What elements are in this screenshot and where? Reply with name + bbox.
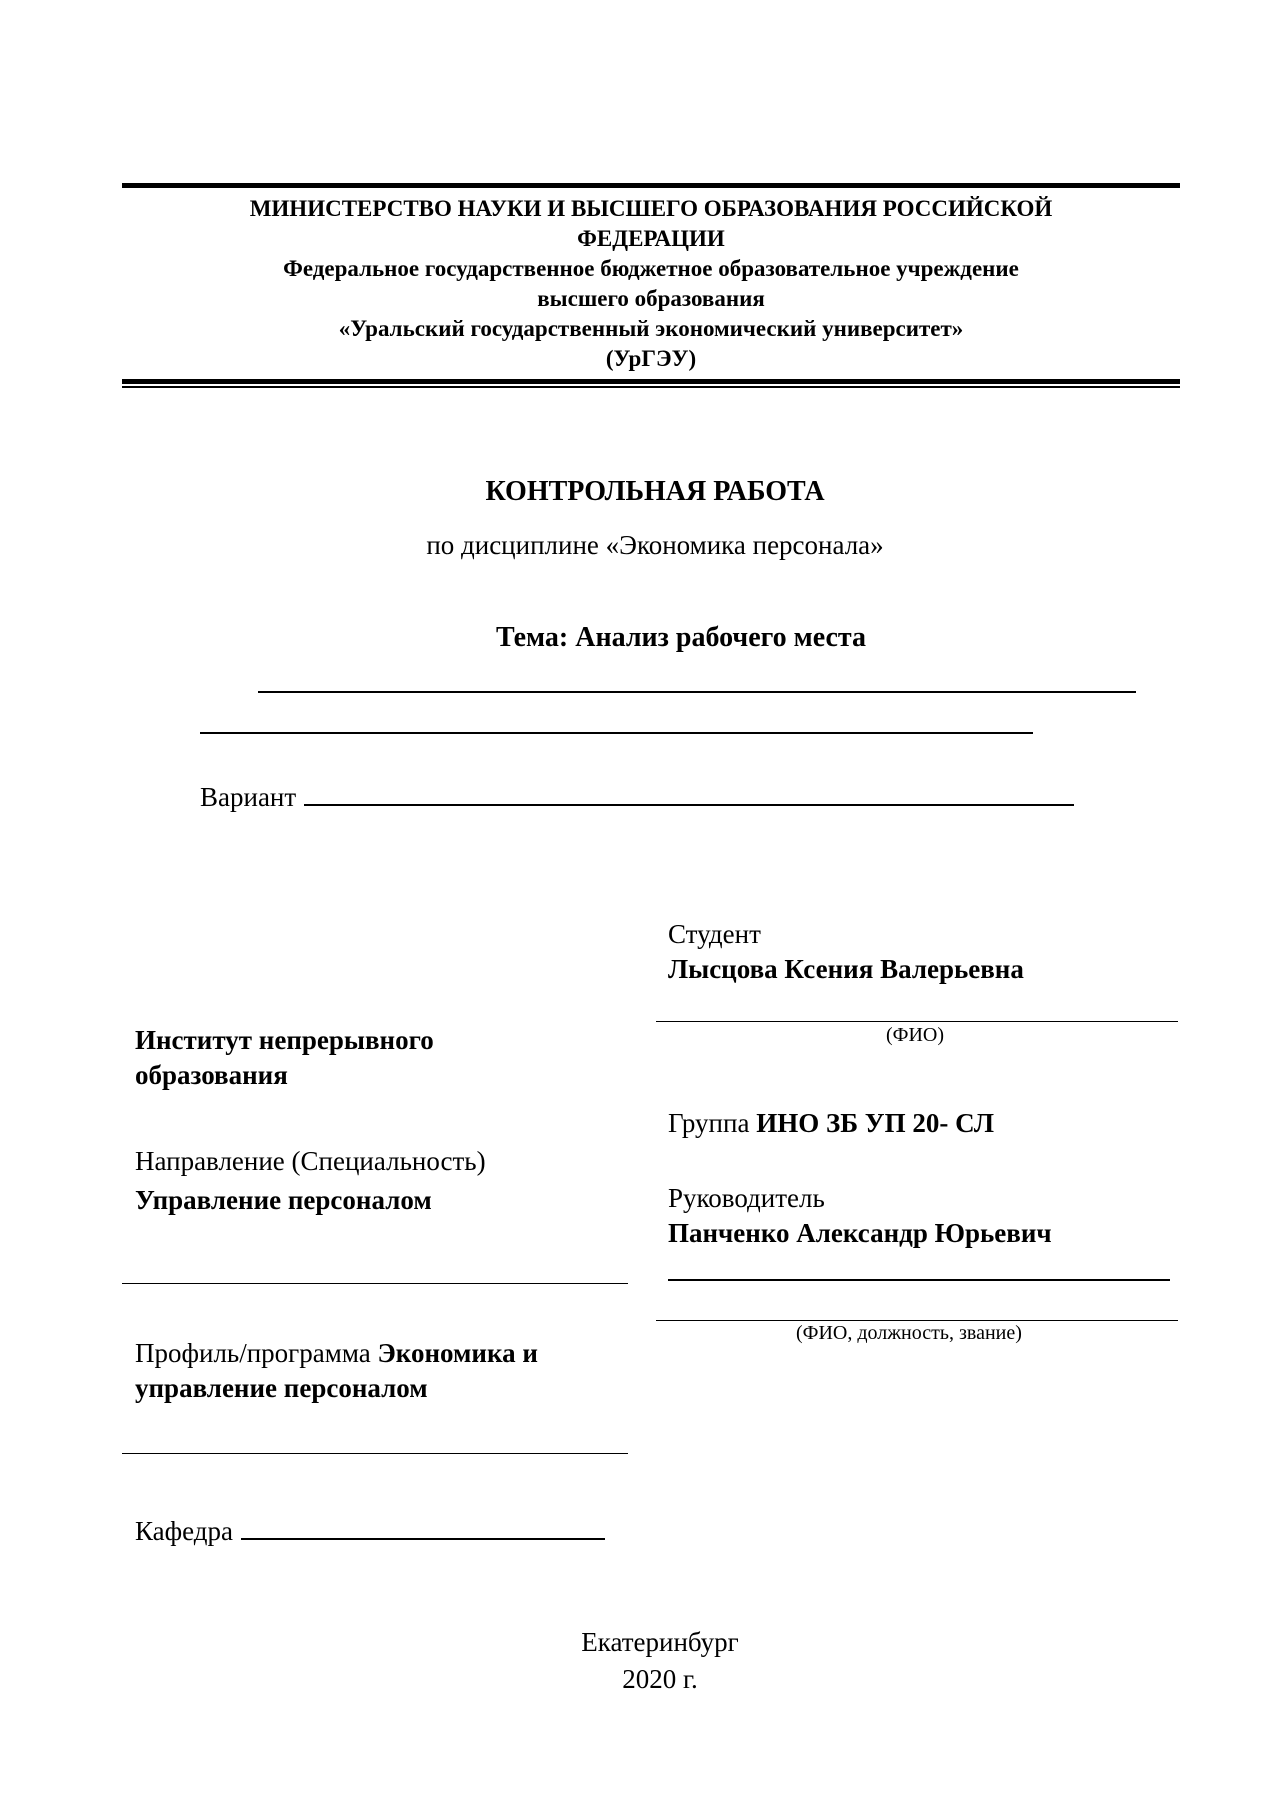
department-label: Кафедра bbox=[135, 1516, 233, 1546]
variant-blank bbox=[304, 780, 1074, 806]
group-label: Группа bbox=[668, 1108, 750, 1138]
header-bottom-rule-thin bbox=[122, 386, 1180, 388]
student-fio-caption: (ФИО) bbox=[886, 1024, 945, 1046]
student-name: Лысцова Ксения Валерьевна bbox=[668, 954, 1024, 984]
ministry-line-4: высшего образования bbox=[537, 286, 765, 311]
topic-blank-line-1 bbox=[258, 691, 1136, 693]
footer-city: Екатеринбург bbox=[581, 1627, 739, 1657]
department-blank bbox=[241, 1514, 605, 1540]
direction-blank-line bbox=[122, 1283, 628, 1284]
work-discipline: по дисциплине «Экономика персонала» bbox=[426, 530, 884, 560]
supervisor-label: Руководитель bbox=[668, 1183, 825, 1213]
profile-label: Профиль/программа bbox=[135, 1338, 371, 1368]
profile-value-1: Экономика и bbox=[377, 1338, 538, 1368]
group-row bbox=[668, 1106, 994, 1140]
student-label: Студент bbox=[668, 919, 761, 949]
student-fio-line bbox=[656, 1021, 1178, 1022]
ministry-line-6: (УрГЭУ) bbox=[605, 346, 697, 371]
topic-blank-line-2 bbox=[200, 732, 1033, 734]
ministry-line-5: «Уральский государственный экономический университет» bbox=[338, 316, 964, 341]
ministry-line-1: МИНИСТЕРСТВО НАУКИ И ВЫСШЕГО ОБРАЗОВАНИЯ РОССИЙСКОЙ bbox=[249, 196, 1053, 221]
variant-label: Вариант bbox=[200, 782, 297, 812]
profile-value-2: управление персоналом bbox=[135, 1373, 428, 1403]
department-row bbox=[135, 1514, 605, 1548]
supervisor-caption: (ФИО, должность, звание) bbox=[796, 1322, 1022, 1344]
profile-row bbox=[135, 1336, 538, 1370]
variant-row bbox=[200, 780, 1074, 813]
work-title: КОНТРОЛЬНАЯ РАБОТА bbox=[485, 476, 825, 507]
institute-line-2: образования bbox=[135, 1060, 288, 1090]
ministry-line-2: ФЕДЕРАЦИИ bbox=[577, 226, 725, 251]
direction-label: Направление (Специальность) bbox=[135, 1146, 486, 1176]
supervisor-caption-line bbox=[656, 1320, 1178, 1321]
supervisor-name: Панченко Александр Юрьевич bbox=[668, 1218, 1052, 1248]
ministry-line-3: Федеральное государственное бюджетное образовательное учреждение bbox=[283, 256, 1019, 281]
profile-blank-line bbox=[122, 1453, 628, 1454]
header-bottom-rule bbox=[122, 379, 1180, 384]
supervisor-blank-line bbox=[668, 1279, 1170, 1281]
ministry-header bbox=[122, 194, 1180, 374]
institute-line-1: Институт непрерывного bbox=[135, 1025, 434, 1055]
direction-value: Управление персоналом bbox=[135, 1185, 432, 1215]
header-top-rule bbox=[122, 183, 1180, 188]
work-topic: Тема: Анализ рабочего места bbox=[496, 622, 867, 653]
group-value: ИНО ЗБ УП 20- СЛ bbox=[756, 1108, 995, 1138]
footer-year: 2020 г. bbox=[622, 1664, 698, 1694]
